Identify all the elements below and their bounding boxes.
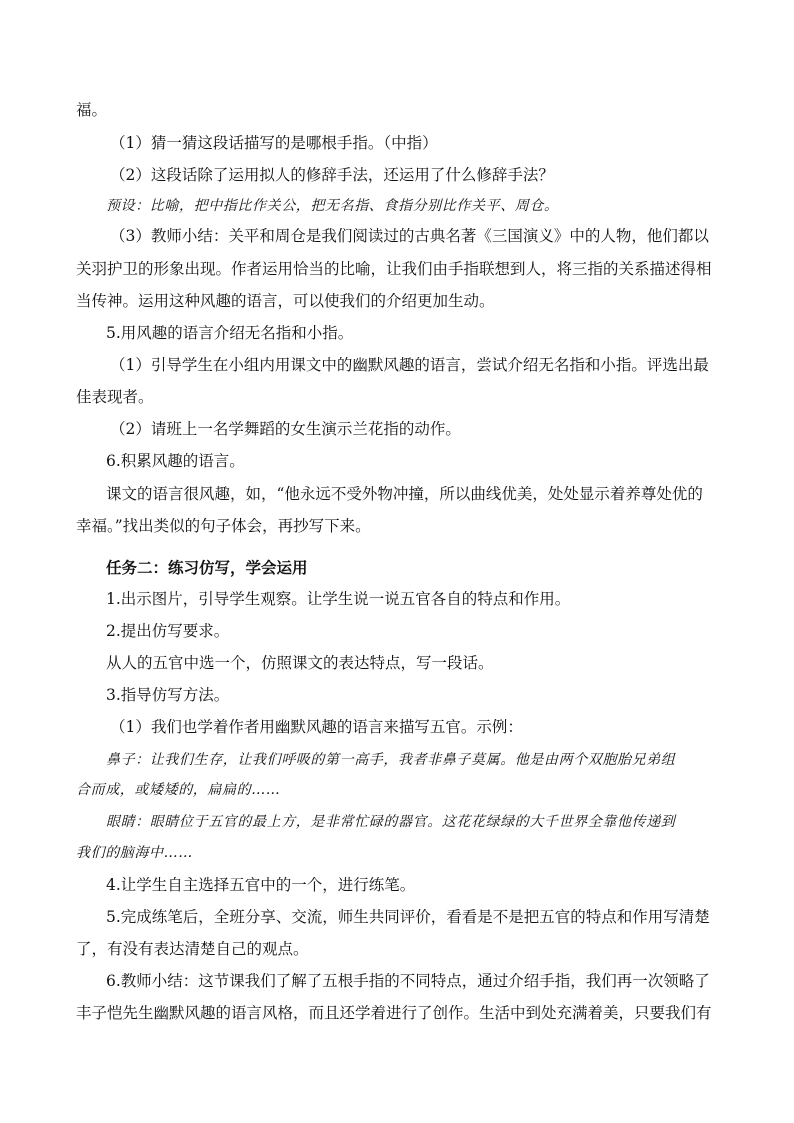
text-line: （1）引导学生在小组内用课文中的幽默风趣的语言，尝试介绍无名指和小指。评选出最	[110, 356, 709, 374]
text-line: 合而成，或矮矮的，扁扁的……	[76, 782, 281, 798]
text-line: 课文的语言很风趣，如，“他永远不受外物冲撞，所以曲线优美，处处显示着养尊处优的	[106, 485, 703, 503]
text-line: 幸福。”找出类似的句子体会，再抄写下来。	[76, 517, 371, 535]
text-line: 了，有没有表达清楚自己的观点。	[76, 940, 309, 958]
text-line: 5.用风趣的语言介绍无名指和小指。	[106, 324, 354, 342]
text-line: 鼻子：让我们生存，让我们呼吸的第一高手，我者非鼻子莫属。他是由两个双胞胎兄弟组	[106, 752, 676, 768]
text-line: 眼睛：眼睛位于五官的最上方，是非常忙碌的器官。这花花绿绿的大千世界全靠他传递到	[106, 814, 676, 830]
text-line: 6.教师小结：这节课我们了解了五根手指的不同特点，通过介绍手指，我们再一次领略了	[106, 972, 710, 990]
text-line: 1.出示图片，引导学生观察。让学生说一说五官各自的特点和作用。	[106, 590, 571, 608]
text-line: 3.指导仿写方法。	[106, 686, 230, 704]
text-line: 从人的五官中选一个，仿照课文的表达特点，写一段话。	[106, 654, 494, 672]
text-line: 我们的脑海中……	[76, 845, 193, 861]
text-line: 佳表现者。	[76, 388, 154, 406]
text-line: （2）这段话除了运用拟人的修辞手法，还运用了什么修辞手法？	[110, 166, 554, 184]
text-line: 当传神。运用这种风趣的语言，可以使我们的介绍更加生动。	[76, 292, 495, 310]
text-line: 2.提出仿写要求。	[106, 622, 230, 640]
text-line: 福。	[76, 101, 108, 119]
text-line: （2）请班上一名学舞蹈的女生演示兰花指的动作。	[110, 420, 461, 438]
section-heading: 任务二：练习仿写，学会运用	[106, 558, 308, 577]
text-line: （1）猜一猜这段话描写的是哪根手指。（中指）	[110, 134, 438, 152]
text-line: （3）教师小结：关平和周仓是我们阅读过的古典名著《三国演义》中的人物，他们都以	[110, 227, 709, 245]
text-line: 关羽护卫的形象出现。作者运用恰当的比喻，让我们由手指联想到人，将三指的关系描述得相	[76, 260, 712, 278]
text-line: 6.积累风趣的语言。	[106, 452, 245, 470]
text-line: 预设：比喻，把中指比作关公，把无名指、食指分别比作关平、周仓。	[106, 198, 559, 214]
text-line: 4.让学生自主选择五官中的一个，进行练笔。	[106, 876, 416, 894]
text-line: 5.完成练笔后，全班分享、交流，师生共同评价，看看是不是把五官的特点和作用写清楚	[106, 908, 710, 926]
text-line: （1）我们也学着作者用幽默风趣的语言来描写五官。示例：	[110, 718, 523, 736]
text-line: 丰子恺先生幽默风趣的语言风格，而且还学着进行了创作。生活中到处充满着美，只要我们有	[76, 1004, 712, 1022]
